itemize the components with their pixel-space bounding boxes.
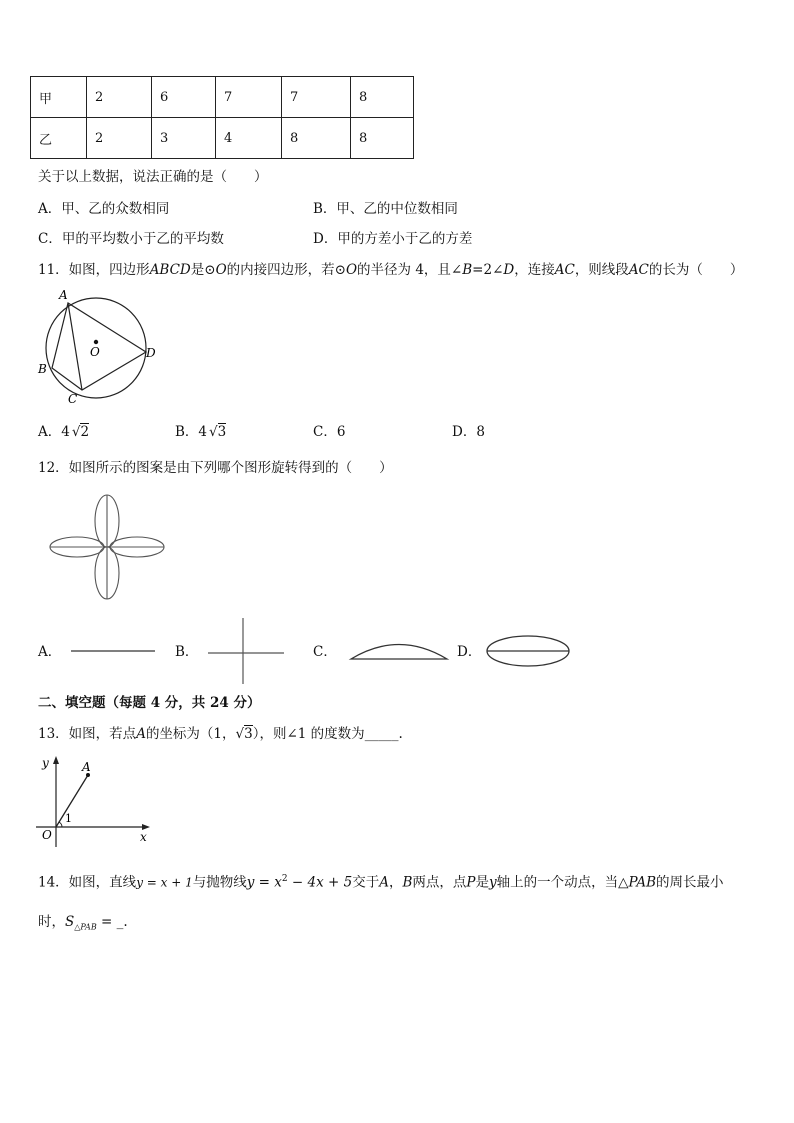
sqrt-symbol: √ [71, 424, 81, 440]
q11-option-c[interactable]: C．6 [313, 424, 346, 440]
q14-stem-text: 交于 [352, 874, 380, 891]
q11-option-b-radicand: 3 [217, 424, 227, 440]
q13-answer-blank[interactable]: _____ [364, 726, 399, 742]
q14-stem-text: 的周长最小 [656, 874, 724, 891]
q14-point-a: A [379, 874, 389, 891]
label-d: D [146, 346, 156, 360]
q13-stem-text: 13．如图，若点 [38, 726, 137, 742]
row-name: 乙 [31, 118, 87, 159]
q12-option-b-cross [206, 617, 286, 685]
q14-parabola-equation: y = x [246, 874, 282, 891]
sqrt-symbol: √ [209, 424, 218, 440]
q14-point-b: B [402, 874, 413, 891]
q12-option-a[interactable]: A． [38, 644, 62, 660]
q11-option-b-text: B．4 [175, 424, 208, 440]
q14-area-symbol: S [65, 914, 75, 930]
label-a: A [82, 760, 91, 774]
table-cell: 3 [152, 118, 216, 159]
table-cell: 6 [152, 77, 216, 118]
q11-stem-text: 11．如图，四边形 [38, 262, 150, 278]
q14-answer-blank[interactable]: = _. [96, 914, 128, 930]
q14-stem-line2 [38, 913, 128, 937]
q12-stem: 12．如图所示的图案是由下列哪个图形旋转得到的（ ） [38, 460, 393, 476]
q11-segment: AC [554, 262, 575, 278]
table-cell: 8 [282, 118, 351, 159]
table-cell: 2 [87, 77, 152, 118]
q10-option-a[interactable]: A．甲、乙的众数相同 [38, 201, 170, 217]
data-table [30, 76, 414, 159]
q13-stem-text: . [398, 726, 403, 742]
q12-option-b[interactable]: B． [175, 644, 199, 660]
label-b: B [38, 362, 47, 376]
q11-circle-figure [30, 285, 170, 410]
q11-option-d[interactable]: D．8 [452, 424, 485, 440]
q12-option-c-segment-arc [349, 636, 449, 662]
q13-radicand: 3 [244, 726, 253, 742]
q12-option-c[interactable]: C． [313, 644, 337, 660]
q14-stem-text: 轴上的一个动点，当 [496, 874, 619, 891]
q13-stem [38, 725, 403, 743]
q11-stem-text: 的内接四边形，若⊙ [226, 262, 346, 278]
label-o: O [90, 345, 100, 359]
q10-option-b[interactable]: B．甲、乙的中位数相同 [313, 201, 458, 217]
table-cell: 8 [351, 118, 414, 159]
q11-angle-d: D [503, 262, 515, 278]
q14-stem [38, 870, 724, 892]
q11-stem-text: ，则线段 [574, 262, 629, 278]
label-y: y [42, 756, 49, 770]
q10-stem: 关于以上数据，说法正确的是（ ） [38, 169, 268, 185]
q12-option-d[interactable]: D． [457, 644, 482, 660]
q14-triangle: △PAB [618, 874, 657, 891]
q11-stem [38, 261, 743, 279]
q14-stem-text: ， [388, 874, 403, 891]
q11-option-b[interactable] [175, 423, 226, 441]
q14-stem-text: 是 [475, 874, 489, 891]
q11-option-a-radicand: 2 [80, 424, 90, 440]
row-name: 甲 [31, 77, 87, 118]
label-a: A [59, 288, 68, 302]
q14-point-p: P [466, 874, 476, 891]
q11-circle: O [345, 262, 358, 278]
section-title: 二、填空题（每题 4 分，共 24 分） [38, 695, 261, 711]
q10-option-d[interactable]: D．甲的方差小于乙的方差 [313, 231, 473, 247]
table-row [31, 118, 414, 159]
q13-stem-text: ），则∠1 的度数为 [252, 726, 365, 742]
q13-stem-text: 的坐标为（1， [145, 726, 236, 742]
q14-stem-text: 14．如图，直线 [38, 874, 137, 891]
table-cell: 2 [87, 118, 152, 159]
q12-option-d-ellipse [485, 633, 571, 669]
q12-option-a-segment [70, 645, 156, 657]
label-c: C [68, 392, 78, 406]
q10-option-c[interactable]: C．甲的平均数小于乙的平均数 [38, 231, 224, 247]
label-x: x [140, 830, 147, 844]
q13-coordinate-figure [36, 755, 156, 847]
table-row [31, 77, 414, 118]
q11-stem-text: =2∠ [472, 262, 504, 278]
q11-angle-b: B [462, 262, 473, 278]
q13-point: A [136, 726, 146, 742]
q11-segment: AC [628, 262, 649, 278]
sqrt-symbol: √ [235, 726, 245, 742]
table-cell: 8 [351, 77, 414, 118]
q14-parabola-equation-rest: − 4x + 5 [287, 874, 353, 891]
q14-line-equation: y = x + 1 [136, 875, 193, 890]
label-angle-1: 1 [65, 812, 72, 825]
label-o: O [42, 828, 52, 842]
table-cell: 7 [282, 77, 351, 118]
q11-circle: O [215, 262, 227, 278]
q11-option-a-text: A．4 [38, 424, 70, 440]
q14-stem-text: 与抛物线 [192, 874, 247, 891]
q11-stem-text: 的长为（ ） [648, 262, 744, 278]
q11-quad: ABCD [149, 262, 191, 278]
q14-parabola-exponent: 2 [281, 874, 288, 884]
table-cell: 4 [216, 118, 282, 159]
q11-stem-text: 的半径为 4，且∠ [357, 262, 463, 278]
q14-stem-text: 两点，点 [412, 874, 467, 891]
table-cell: 7 [216, 77, 282, 118]
q14-area-subscript: △PAB [74, 922, 97, 932]
q12-petal-figure [48, 495, 168, 600]
q11-option-a[interactable] [38, 423, 89, 441]
q14-stem-text: 时， [38, 914, 65, 930]
q11-stem-text: 是⊙ [190, 262, 216, 278]
q14-axis: y [488, 874, 497, 891]
q11-stem-text: ，连接 [514, 262, 555, 278]
